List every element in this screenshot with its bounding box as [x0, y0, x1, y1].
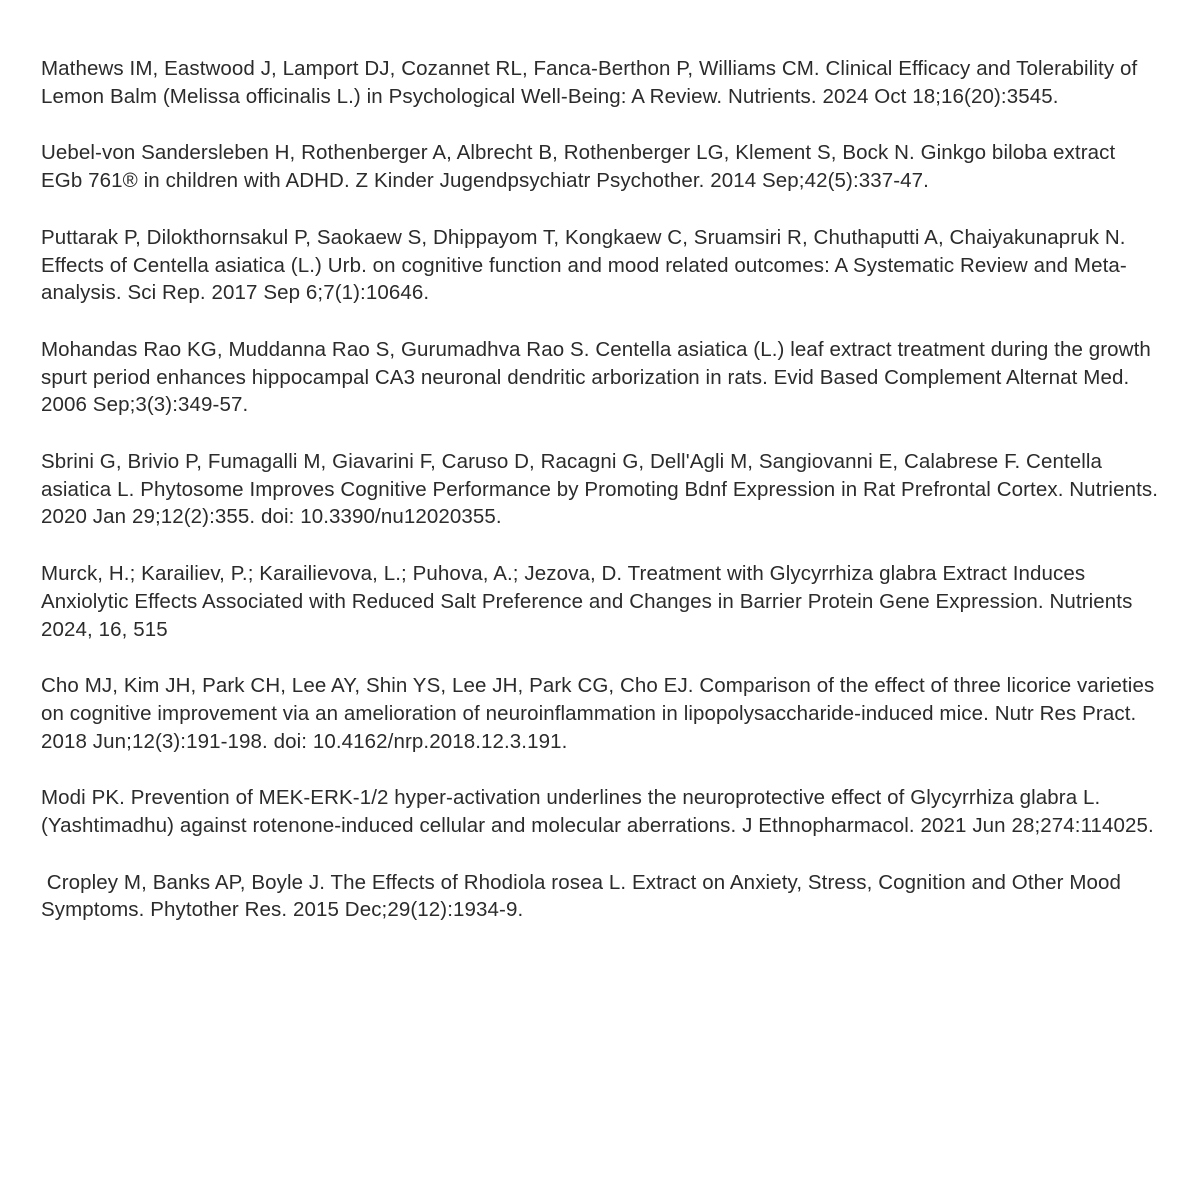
reference-item-6: Murck, H.; Karailiev, P.; Karailievova, L.; Puhova, A.; Jezova, D. Treatment with Glycyrrhiza glabra Extract Induces Anxiolytic Effects Associated with Reduced Salt Preference and Changes in Barrier Protein Gene Expression. Nutrients 2024, 16, 515	[41, 562, 1139, 641]
reference-item-2: Uebel-von Sandersleben H, Rothenberger A, Albrecht B, Rothenberger LG, Klement S, Bock N. Ginkgo biloba extract EGb 761® in children with ADHD. Z Kinder Jugendpsychiatr Psychother. 2014 Sep;42(5):337-47.	[41, 141, 1122, 193]
reference-item-8: Modi PK. Prevention of MEK-ERK-1/2 hyper-activation underlines the neuroprotective effect of Glycyrrhiza glabra L. (Yashtimadhu) against rotenone-induced cellular and molecular aberrations. J Ethnopharmacol. 2021 Jun 28;274:114025.	[41, 786, 1154, 838]
reference-item-4: Mohandas Rao KG, Muddanna Rao S, Gurumadhva Rao S. Centella asiatica (L.) leaf extract treatment during the growth spurt period enhances hippocampal CA3 neuronal dendritic arborization in rats. Evid Based Complement Alternat Med. 2006 Sep;3(3):349-57.	[41, 337, 1157, 417]
reference-item-3: Puttarak P, Dilokthornsakul P, Saokaew S, Dhippayom T, Kongkaew C, Sruamsiri R, Chuthaputti A, Chaiyakunapruk N. Effects of Centella asiatica (L.) Urb. on cognitive function and mood related outcomes: A Systematic Review and Meta-analysis. Sci Rep. 2017 Sep 6;7(1):10646.	[41, 225, 1132, 305]
reference-list	[41, 55, 1164, 953]
reference-item-9: Cropley M, Banks AP, Boyle J. The Effects of Rhodiola rosea L. Extract on Anxiety, Stress, Cognition and Other Mood Symptoms. Phytother Res. 2015 Dec;29(12):1934-9.	[41, 870, 1127, 922]
reference-item-7: Cho MJ, Kim JH, Park CH, Lee AY, Shin YS, Lee JH, Park CG, Cho EJ. Comparison of the effect of three licorice varieties on cognitive improvement via an amelioration of neuroinflammation in lipopolysaccharide-induced mice. Nutr Res Pract. 2018 Jun;12(3):191-198. doi: 10.4162/nrp.2018.12.3.191.	[41, 674, 1161, 753]
reference-item-1: Mathews IM, Eastwood J, Lamport DJ, Cozannet RL, Fanca-Berthon P, Williams CM. Clinical Efficacy and Tolerability of Lemon Balm (Melissa officinalis L.) in Psychological Well-Being: A Review. Nutrients. 2024 Oct 18;16(20):3545.	[41, 57, 1144, 108]
reference-item-5: Sbrini G, Brivio P, Fumagalli M, Giavarini F, Caruso D, Racagni G, Dell'Agli M, Sangiovanni E, Calabrese F. Centella asiatica L. Phytosome Improves Cognitive Performance by Promoting Bdnf Expression in Rat Prefrontal Cortex. Nutrients. 2020 Jan 29;12(2):355. doi: 10.3390/nu12020355.	[41, 450, 1164, 529]
